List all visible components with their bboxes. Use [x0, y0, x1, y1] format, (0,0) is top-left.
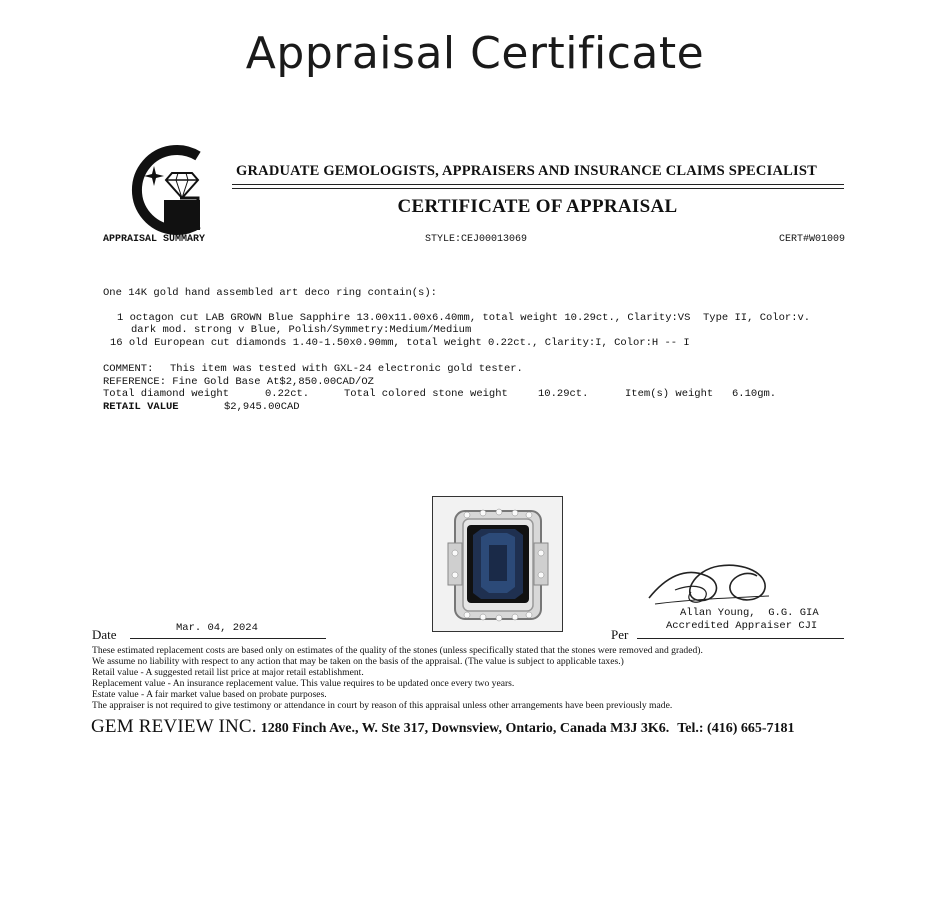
handwritten-signature [645, 548, 775, 610]
item-weight: 6.10gm. [732, 388, 777, 400]
total-colored-label: Total colored stone weight [344, 388, 508, 400]
gem-review-logo-icon [118, 140, 210, 236]
company-name: GEM REVIEW INC. [91, 716, 257, 737]
disclaimer-line: These estimated replacement costs are based only on estimates of the quality of the stones (unless specifically stated that the stones were removed and graded). [92, 645, 703, 656]
organization-line: GRADUATE GEMOLOGISTS, APPRAISERS AND INSURANCE CLAIMS SPECIALIST [236, 163, 817, 179]
appraiser-title: Accredited Appraiser CJI [666, 620, 818, 632]
cert-number: CERT#W01009 [779, 234, 846, 245]
item-1-line-1: 1 octagon cut LAB GROWN Blue Sapphire 13.00x11.00x6.40mm, total weight 10.29ct., Clarity:VS Type II, Color:v. [117, 312, 811, 324]
item-weight-label: Item(s) weight [625, 388, 714, 400]
retail-value-label: RETAIL VALUE [103, 401, 179, 413]
certificate-title: CERTIFICATE OF APPRAISAL [397, 196, 678, 217]
total-diamond-weight-label: Total diamond weight [103, 388, 230, 400]
total-diamond-weight: 0.22ct. [265, 388, 310, 400]
comment-text: This item was tested with GXL-24 electronic gold tester. [170, 363, 523, 375]
disclaimer-line: Estate value - A fair market value based on probate purposes. [92, 689, 327, 700]
footer-address-line [91, 716, 795, 738]
ring-photo [432, 496, 563, 632]
disclaimer-line: We assume no liability with respect to any action that may be taken on the basis of the appraisal. (The value is subject to applicable taxes.) [92, 656, 624, 667]
date-label: Date [92, 627, 117, 642]
header-rule-bottom [232, 188, 844, 189]
total-colored-weight: 10.29ct. [538, 388, 589, 400]
disclaimer-line: Replacement value - An insurance replacement value. This value requires to be updated once every two years. [92, 678, 515, 689]
date-line [130, 638, 326, 639]
company-address: 1280 Finch Ave., W. Ste 317, Downsview, Ontario, Canada M3J 3K6. [260, 721, 670, 736]
item-1-line-2: dark mod. strong v Blue, Polish/Symmetry:Medium/Medium [131, 324, 472, 336]
item-2: 16 old European cut diamonds 1.40-1.50x0.90mm, total weight 0.22ct., Clarity:I, Color:H -- I [110, 337, 690, 349]
disclaimer-line: Retail value - A suggested retail list price at major retail establishment. [92, 667, 364, 678]
comment-label: COMMENT: [103, 363, 154, 375]
disclaimer-line: The appraiser is not required to give testimony or attendance in court by reason of this appraisal unless other arrangements have been previously made. [92, 700, 673, 711]
company-phone: Tel.: (416) 665-7181 [677, 721, 795, 736]
date-value: Mar. 04, 2024 [176, 622, 258, 634]
reference-line: REFERENCE: Fine Gold Base At$2,850.00CAD/OZ [103, 376, 374, 388]
appraisal-summary-label: APPRAISAL SUMMARY [103, 234, 206, 245]
style-number: STYLE:CEJ00013069 [425, 234, 528, 245]
per-line [637, 638, 844, 639]
page-title: Appraisal Certificate [245, 28, 705, 79]
header-rule-top [232, 184, 844, 185]
appraiser-name: Allan Young, G.G. GIA [680, 607, 819, 619]
retail-value: $2,945.00CAD [224, 401, 300, 413]
per-label: Per [611, 627, 629, 642]
item-intro: One 14K gold hand assembled art deco ring contain(s): [103, 287, 437, 299]
